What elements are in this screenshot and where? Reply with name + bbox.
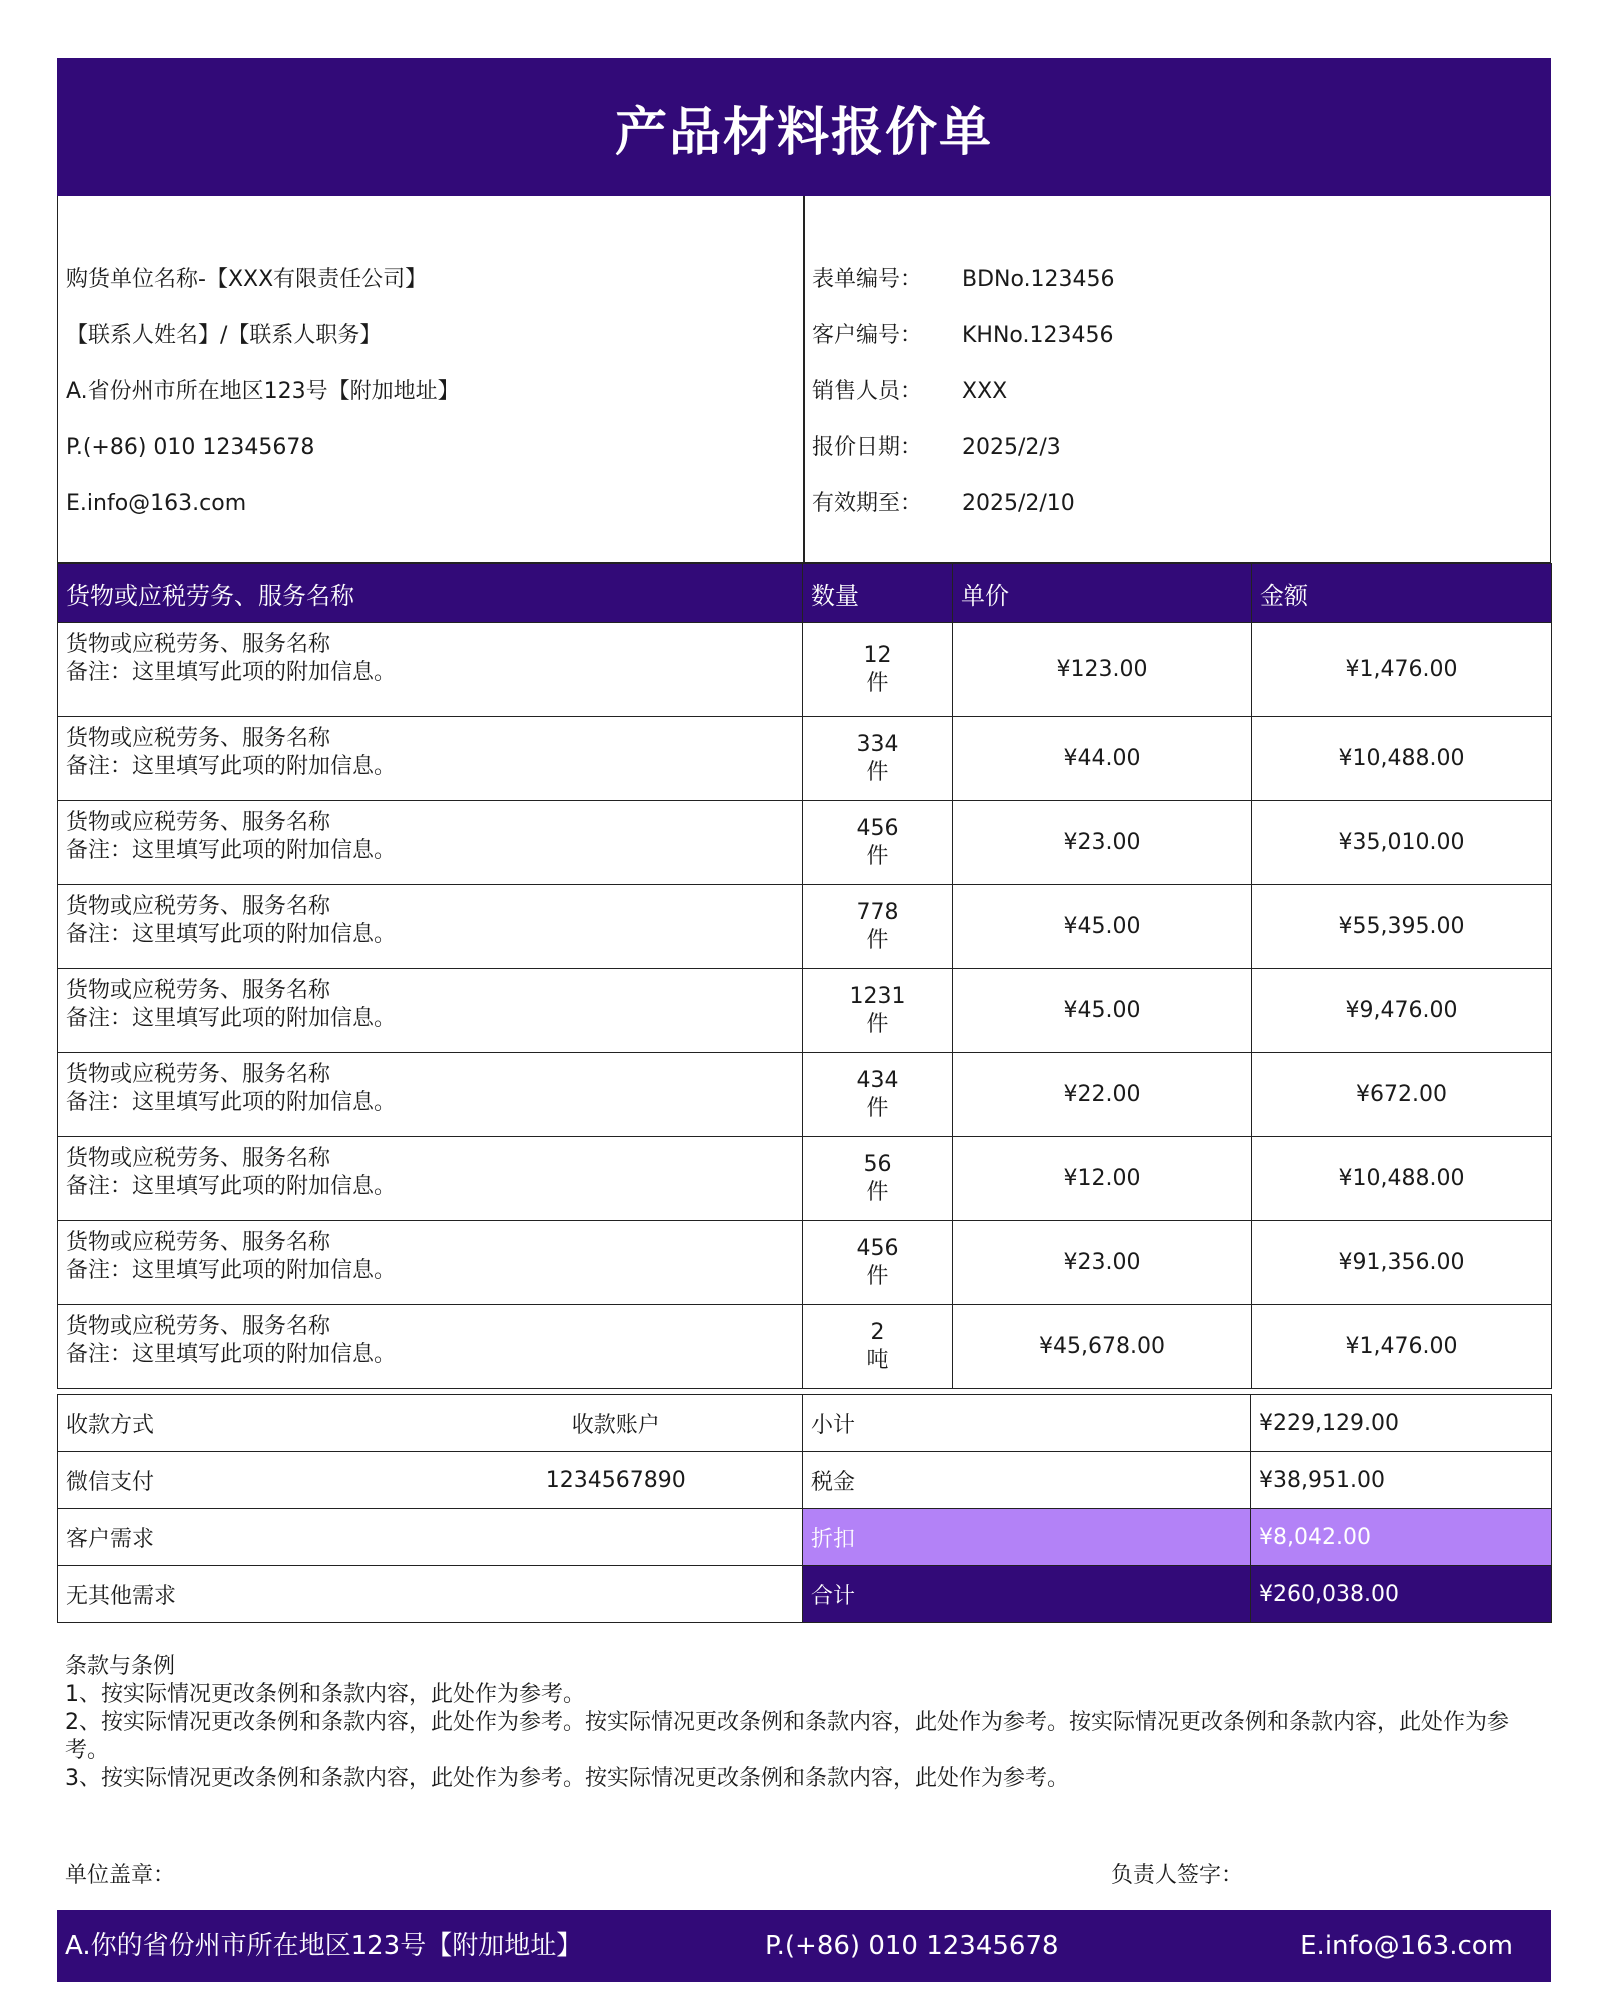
item-name: 货物或应税劳务、服务名称 xyxy=(66,1146,331,1171)
info-divider xyxy=(803,196,805,562)
item-qty-unit: 件 xyxy=(866,843,889,869)
item-qty-value: 1231 xyxy=(849,983,906,1009)
item-note: 备注：这里填写此项的附加信息。 xyxy=(66,1258,397,1283)
table-row xyxy=(58,801,1552,885)
item-quantity xyxy=(803,969,953,1053)
item-note: 备注：这里填写此项的附加信息。 xyxy=(66,660,397,685)
item-quantity xyxy=(803,717,953,801)
form-number-label: 表单编号： xyxy=(812,267,923,292)
item-quantity xyxy=(803,1053,953,1137)
item-qty-value: 56 xyxy=(863,1151,892,1177)
item-description xyxy=(58,717,803,801)
salesperson-label: 销售人员： xyxy=(812,379,923,404)
item-note: 备注：这里填写此项的附加信息。 xyxy=(66,838,397,863)
table-header-row xyxy=(58,564,1552,623)
table-row xyxy=(58,717,1552,801)
item-quantity xyxy=(803,1221,953,1305)
summary-row-discount xyxy=(58,1509,1552,1566)
buyer-address: A.省份州市所在地区123号【附加地址】 xyxy=(66,379,460,404)
table-row xyxy=(58,1221,1552,1305)
item-qty-value: 12 xyxy=(863,642,892,668)
item-description xyxy=(58,801,803,885)
summary-row-tax xyxy=(58,1452,1552,1509)
quote-date-value: 2025/2/3 xyxy=(962,435,1061,460)
info-section xyxy=(57,196,1551,563)
quote-sheet xyxy=(57,58,1551,1982)
item-qty-value: 434 xyxy=(856,1067,899,1093)
item-qty-value: 778 xyxy=(856,899,899,925)
salesperson xyxy=(812,364,1115,420)
item-name: 货物或应税劳务、服务名称 xyxy=(66,1062,331,1087)
discount-label: 折扣 xyxy=(803,1509,1251,1566)
payment-account: 1234567890 xyxy=(430,1452,803,1509)
customer-number-value: KHNo.123456 xyxy=(962,323,1114,348)
item-qty-value: 2 xyxy=(870,1319,885,1345)
form-number-value: BDNo.123456 xyxy=(962,267,1115,292)
item-description xyxy=(58,623,803,717)
subtotal-label: 小计 xyxy=(803,1395,1251,1452)
item-name: 货物或应税劳务、服务名称 xyxy=(66,1230,331,1255)
item-qty-unit: 件 xyxy=(866,759,889,785)
footer-email: E.info@163.com xyxy=(1300,1931,1513,1961)
table-row xyxy=(58,1305,1552,1389)
buyer-email: E.info@163.com xyxy=(66,491,247,516)
customer-number-label: 客户编号： xyxy=(812,323,923,348)
subtotal-value: ¥229,129.00 xyxy=(1251,1395,1552,1452)
item-qty-value: 456 xyxy=(856,1235,899,1261)
item-unit-price: ¥45.00 xyxy=(953,969,1252,1053)
terms-item: 2、按实际情况更改条例和条款内容，此处作为参考。按实际情况更改条例和条款内容，此处作为参考。按实际情况更改条例和条款内容，此处作为参考。 xyxy=(65,1710,1510,1763)
item-qty-unit: 吨 xyxy=(866,1347,889,1373)
buyer-phone: P.(+86) 010 12345678 xyxy=(66,435,315,460)
summary-row-total xyxy=(58,1566,1552,1623)
company-seal-label: 单位盖章： xyxy=(65,1863,176,1888)
item-name: 货物或应税劳务、服务名称 xyxy=(66,978,331,1003)
item-qty-unit: 件 xyxy=(866,1011,889,1037)
quote-date-label: 报价日期： xyxy=(812,435,923,460)
item-unit-price: ¥45.00 xyxy=(953,885,1252,969)
item-amount: ¥9,476.00 xyxy=(1252,969,1552,1053)
item-unit-price: ¥23.00 xyxy=(953,1221,1252,1305)
payment-method: 微信支付 xyxy=(58,1452,430,1509)
quote-meta xyxy=(812,252,1115,532)
item-description xyxy=(58,1137,803,1221)
footer-phone: P.(+86) 010 12345678 xyxy=(765,1931,1059,1961)
item-name: 货物或应税劳务、服务名称 xyxy=(66,632,331,657)
footer-address: A.你的省份州市所在地区123号【附加地址】 xyxy=(65,1931,583,1961)
item-unit-price: ¥44.00 xyxy=(953,717,1252,801)
valid-until xyxy=(812,476,1115,532)
summary-table xyxy=(57,1394,1552,1623)
item-note: 备注：这里填写此项的附加信息。 xyxy=(66,1174,397,1199)
tax-label: 税金 xyxy=(803,1452,1251,1509)
item-quantity xyxy=(803,623,953,717)
tax-value: ¥38,951.00 xyxy=(1251,1452,1552,1509)
item-unit-price: ¥45,678.00 xyxy=(953,1305,1252,1389)
item-quantity xyxy=(803,1137,953,1221)
terms-item: 3、按实际情况更改条例和条款内容，此处作为参考。按实际情况更改条例和条款内容，此处作为参考。 xyxy=(65,1766,1070,1791)
item-unit-price: ¥12.00 xyxy=(953,1137,1252,1221)
item-note: 备注：这里填写此项的附加信息。 xyxy=(66,922,397,947)
customer-number xyxy=(812,308,1115,364)
item-qty-unit: 件 xyxy=(866,927,889,953)
page-title: 产品材料报价单 xyxy=(57,58,1551,196)
customer-request-label: 客户需求 xyxy=(58,1509,803,1566)
item-qty-unit: 件 xyxy=(866,670,889,696)
header-item-name: 货物或应税劳务、服务名称 xyxy=(58,564,803,623)
terms-section xyxy=(65,1653,1543,1793)
item-quantity xyxy=(803,1305,953,1389)
footer-bar xyxy=(57,1910,1551,1982)
header-quantity: 数量 xyxy=(803,564,953,623)
header-unit-price: 单价 xyxy=(953,564,1252,623)
discount-value: ¥8,042.00 xyxy=(1251,1509,1552,1566)
customer-request: 无其他需求 xyxy=(58,1566,803,1623)
item-name: 货物或应税劳务、服务名称 xyxy=(66,810,331,835)
item-note: 备注：这里填写此项的附加信息。 xyxy=(66,754,397,779)
table-row xyxy=(58,1137,1552,1221)
quote-date xyxy=(812,420,1115,476)
item-description xyxy=(58,885,803,969)
table-row xyxy=(58,969,1552,1053)
summary-row-subtotal xyxy=(58,1395,1552,1452)
signer-label: 负责人签字： xyxy=(1111,1863,1244,1888)
item-name: 货物或应税劳务、服务名称 xyxy=(66,1314,331,1339)
payment-method-label: 收款方式 xyxy=(58,1395,430,1452)
item-qty-unit: 件 xyxy=(866,1179,889,1205)
item-amount: ¥91,356.00 xyxy=(1252,1221,1552,1305)
item-unit-price: ¥22.00 xyxy=(953,1053,1252,1137)
item-note: 备注：这里填写此项的附加信息。 xyxy=(66,1006,397,1031)
item-amount: ¥1,476.00 xyxy=(1252,623,1552,717)
item-name: 货物或应税劳务、服务名称 xyxy=(66,726,331,751)
items-table xyxy=(57,563,1552,1389)
valid-until-label: 有效期至： xyxy=(812,491,923,516)
terms-item: 1、按实际情况更改条例和条款内容，此处作为参考。 xyxy=(65,1682,585,1707)
total-value: ¥260,038.00 xyxy=(1251,1566,1552,1623)
item-qty-unit: 件 xyxy=(866,1263,889,1289)
item-amount: ¥10,488.00 xyxy=(1252,1137,1552,1221)
payment-account-label: 收款账户 xyxy=(430,1395,803,1452)
item-description xyxy=(58,1305,803,1389)
item-description xyxy=(58,1053,803,1137)
item-qty-value: 334 xyxy=(856,731,899,757)
table-row xyxy=(58,623,1552,717)
item-amount: ¥672.00 xyxy=(1252,1053,1552,1137)
item-amount: ¥35,010.00 xyxy=(1252,801,1552,885)
form-number xyxy=(812,252,1115,308)
table-row xyxy=(58,1053,1552,1137)
item-unit-price: ¥23.00 xyxy=(953,801,1252,885)
item-amount: ¥1,476.00 xyxy=(1252,1305,1552,1389)
buyer-contact: 【联系人姓名】/【联系人职务】 xyxy=(66,323,382,348)
item-qty-unit: 件 xyxy=(866,1095,889,1121)
item-unit-price: ¥123.00 xyxy=(953,623,1252,717)
item-description xyxy=(58,1221,803,1305)
item-name: 货物或应税劳务、服务名称 xyxy=(66,894,331,919)
item-amount: ¥55,395.00 xyxy=(1252,885,1552,969)
item-quantity xyxy=(803,885,953,969)
item-quantity xyxy=(803,801,953,885)
item-note: 备注：这里填写此项的附加信息。 xyxy=(66,1090,397,1115)
valid-until-value: 2025/2/10 xyxy=(962,491,1075,516)
buyer-info xyxy=(66,252,460,532)
item-amount: ¥10,488.00 xyxy=(1252,717,1552,801)
item-note: 备注：这里填写此项的附加信息。 xyxy=(66,1342,397,1367)
terms-heading: 条款与条例 xyxy=(65,1654,176,1679)
buyer-company: 购货单位名称-【XXX有限责任公司】 xyxy=(66,267,428,292)
total-label: 合计 xyxy=(803,1566,1251,1623)
item-description xyxy=(58,969,803,1053)
table-row xyxy=(58,885,1552,969)
salesperson-value: XXX xyxy=(962,379,1008,404)
header-amount: 金额 xyxy=(1252,564,1552,623)
item-qty-value: 456 xyxy=(856,815,899,841)
